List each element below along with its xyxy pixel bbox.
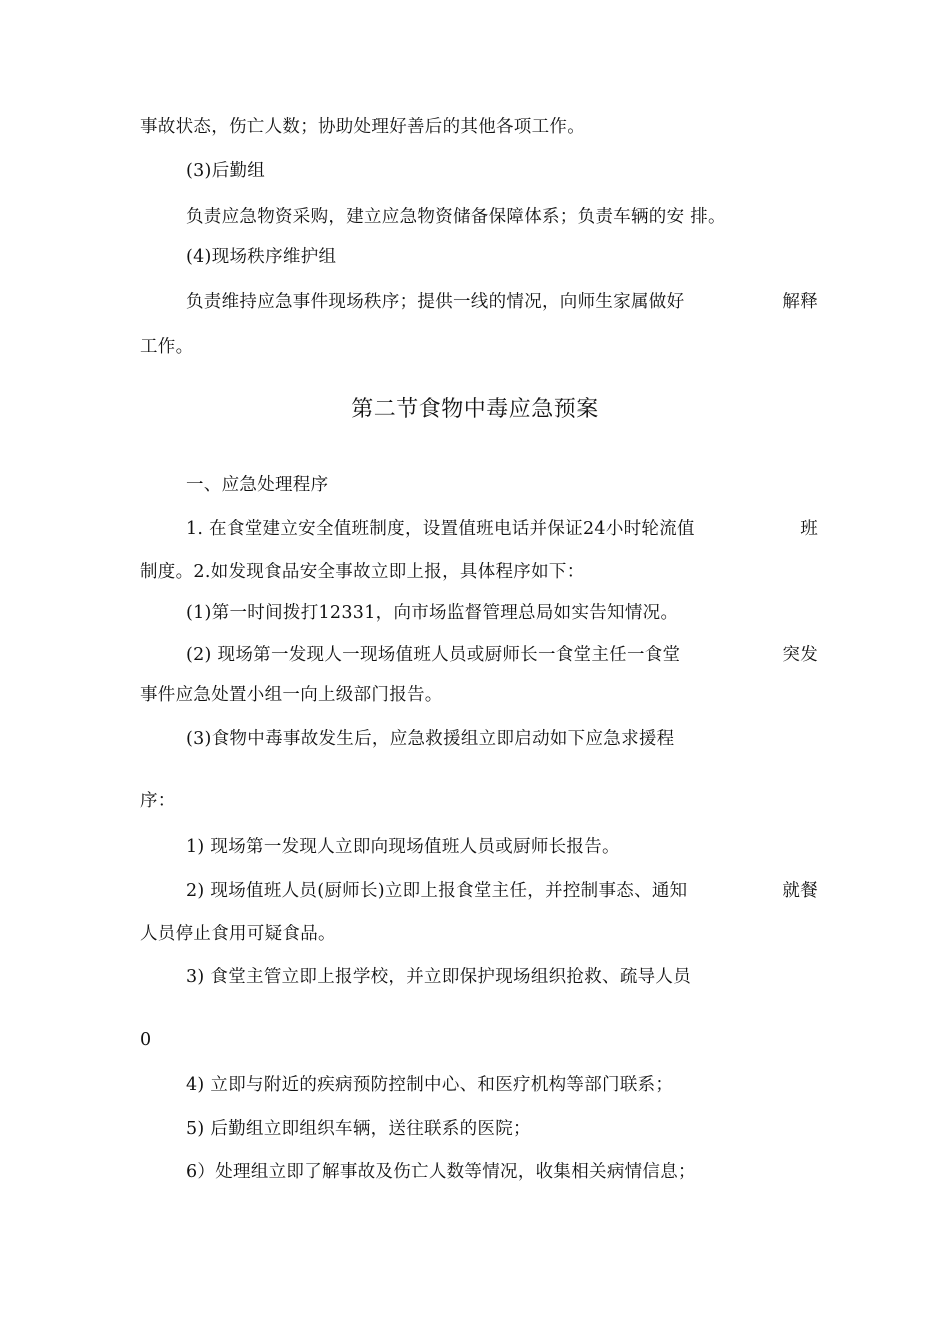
line-text: 负责维持应急事件现场秩序；提供一线的情况，向师生家属做好	[186, 292, 685, 312]
line-text: 突发	[782, 645, 818, 665]
paragraph-line: 6）处理组立即了解事故及伤亡人数等情况，收集相关病情信息；	[186, 1162, 696, 1182]
order-heading: (4)现场秩序维护组	[186, 247, 337, 267]
line-text: 2) 现场值班人员(厨师长)立即上报食堂主任，并控制事态、通知	[186, 881, 688, 901]
procedure-heading: 一、应急处理程序	[186, 475, 329, 495]
line-text: 解释	[782, 292, 818, 312]
paragraph-line: 4) 立即与附近的疾病预防控制中心、和医疗机构等部门联系；	[186, 1075, 674, 1095]
paragraph-line	[186, 879, 818, 903]
paragraph-line: 3) 食堂主管立即上报学校，并立即保护现场组织抢救、疏导人员	[186, 967, 692, 987]
paragraph-line: 负责应急物资采购，建立应急物资储备保障体系；负责车辆的安 排。	[186, 207, 726, 227]
paragraph-line: 事故状态，伤亡人数；协助处理好善后的其他各项工作。	[140, 117, 585, 137]
paragraph-line: 人员停止食用可疑食品。	[140, 924, 336, 944]
paragraph-line: 工作。	[140, 337, 194, 357]
paragraph-line: (1)第一时间拨打12331，向市场监督管理总局如实告知情况。	[186, 603, 679, 623]
paragraph-line: (3)食物中毒事故发生后，应急救援组立即启动如下应急求援程	[186, 729, 675, 749]
line-text: 班	[800, 519, 818, 539]
paragraph-line: 0	[140, 1030, 152, 1050]
line-text: (2) 现场第一发现人一现场值班人员或厨师长一食堂主任一食堂	[186, 645, 681, 665]
paragraph-line	[186, 517, 818, 541]
paragraph-line: 序：	[140, 791, 176, 811]
section-title: 第二节食物中毒应急预案	[351, 397, 599, 422]
line-text: 就餐	[782, 881, 818, 901]
paragraph-line	[186, 290, 818, 314]
paragraph-line	[186, 643, 818, 667]
paragraph-line: 事件应急处置小组一向上级部门报告。	[140, 685, 443, 705]
paragraph-line: 制度。2.如发现食品安全事故立即上报，具体程序如下：	[140, 562, 585, 582]
paragraph-line: 1) 现场第一发现人立即向现场值班人员或厨师长报告。	[186, 837, 620, 857]
logistics-heading: (3)后勤组	[186, 161, 266, 181]
line-text: 1. 在食堂建立安全值班制度，设置值班电话并保证24小时轮流值	[186, 519, 695, 539]
paragraph-line: 5) 后勤组立即组织车辆，送往联系的医院；	[186, 1119, 531, 1139]
